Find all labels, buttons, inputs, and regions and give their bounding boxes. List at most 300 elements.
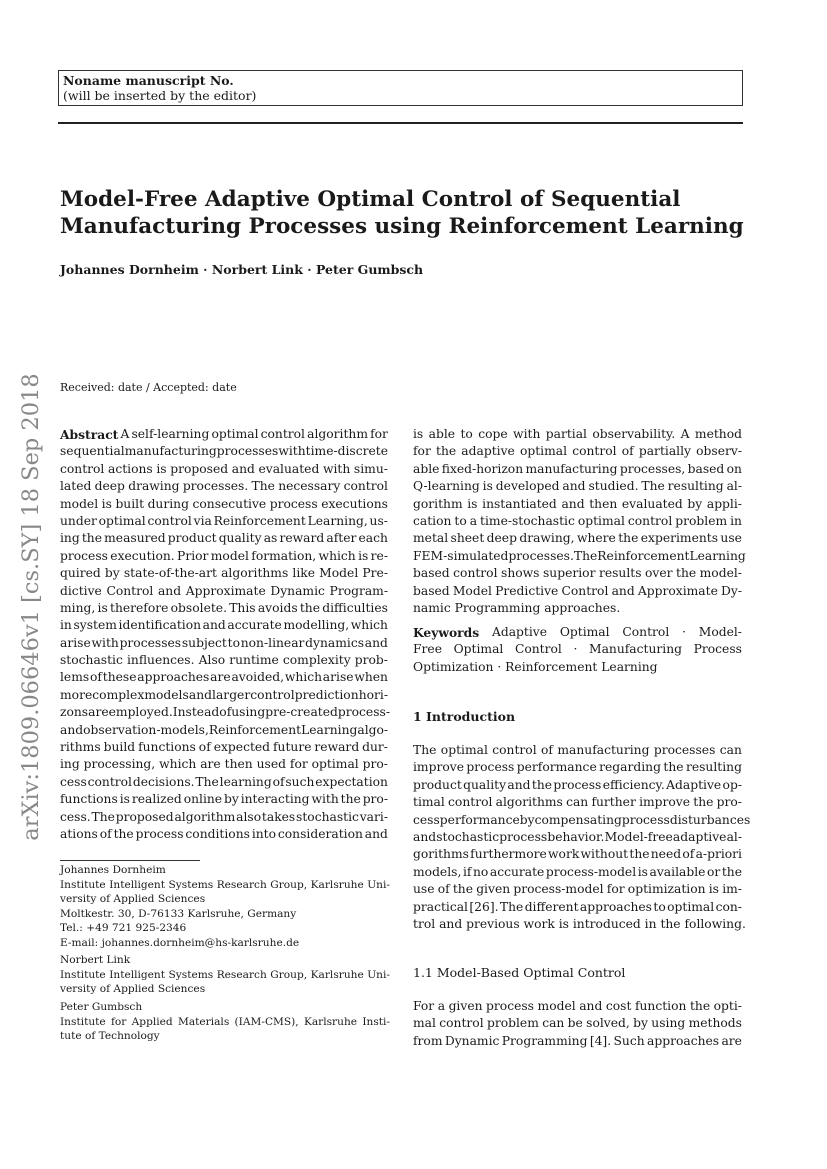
word: algorithm: [174, 809, 236, 824]
word: process: [60, 548, 108, 563]
word: then: [589, 496, 618, 511]
body-line: [413, 777, 742, 794]
word: algorithms: [495, 795, 563, 810]
affiliation-link: [60, 953, 390, 997]
word: by: [633, 1016, 648, 1031]
abstract-line: [413, 443, 742, 460]
word: avoids: [257, 600, 298, 615]
arxiv-sidebar: [16, 366, 46, 848]
manuscript-number-box: [58, 70, 743, 106]
word: time-discrete: [305, 444, 388, 459]
word: A: [120, 427, 130, 441]
word: For: [413, 999, 435, 1013]
word: furthermore: [470, 847, 547, 862]
word: optimal: [577, 513, 625, 528]
word: accurate: [489, 864, 545, 879]
abstract-line: [60, 722, 388, 739]
word: complex: [92, 687, 145, 702]
abstract-line: [413, 496, 742, 513]
word: solved,: [586, 1016, 630, 1031]
abstract-line: [60, 565, 388, 582]
word: from: [413, 1033, 443, 1048]
word: reward: [279, 531, 325, 546]
word: ing: [60, 531, 80, 546]
word: with: [322, 461, 351, 476]
word: Systems: [168, 968, 214, 981]
affiliation-line: [60, 878, 390, 893]
word: and: [364, 635, 388, 650]
word: of: [682, 847, 695, 862]
word: Also: [198, 653, 226, 668]
word: no: [472, 864, 489, 879]
word: these: [102, 670, 137, 685]
word: Pre-: [362, 566, 388, 581]
abstract-line: [413, 565, 742, 582]
word: is: [482, 479, 493, 494]
word: process-model: [513, 882, 604, 897]
body-line: [413, 881, 742, 898]
word: optimization: [627, 882, 706, 897]
word: evaluated: [621, 496, 683, 511]
affiliation-email: E-mail: johannes.dornheim@hs-karlsruhe.de: [60, 936, 300, 949]
word: for: [413, 444, 431, 459]
word: Research: [216, 878, 267, 891]
word: control: [260, 427, 305, 441]
body-line: [413, 846, 742, 863]
word: able: [428, 427, 456, 441]
word: execution.: [110, 548, 175, 563]
word: A: [680, 427, 690, 441]
affiliation-dornheim: [60, 863, 390, 951]
body-line: [413, 899, 742, 916]
word: prob-: [354, 653, 388, 668]
word: control: [627, 513, 673, 528]
word: decisions.: [132, 774, 195, 789]
word: on: [726, 461, 742, 476]
word: process: [135, 826, 184, 841]
body-line: [413, 812, 751, 829]
word: more: [60, 687, 93, 702]
word: process: [553, 777, 602, 792]
affiliation-line: versity of Applied Sciences: [60, 893, 206, 906]
word: [26].: [469, 899, 499, 914]
word: is: [97, 600, 108, 615]
word: a: [469, 513, 478, 528]
word: model: [60, 496, 99, 511]
word: hori-: [358, 687, 388, 702]
word: be: [567, 1016, 583, 1031]
word: process: [486, 999, 534, 1013]
word: Optimal: [453, 642, 504, 657]
word: process: [466, 760, 515, 775]
affiliation-line: Peter Gumbsch: [60, 1001, 143, 1013]
word: resulting: [667, 479, 724, 494]
word: opti-: [713, 999, 742, 1013]
word: resulting: [685, 760, 742, 775]
word: the: [618, 531, 639, 546]
word: lems: [60, 670, 90, 685]
word: problem: [486, 1016, 539, 1031]
word: Approximate: [637, 583, 718, 598]
word: Institute: [60, 878, 106, 891]
word: is: [467, 496, 478, 511]
word: cess: [413, 812, 440, 827]
word: for: [289, 757, 308, 772]
abstract-line: [413, 530, 742, 547]
word: observ-: [696, 444, 742, 459]
word: then: [224, 757, 253, 772]
word: consecutive: [192, 496, 267, 511]
model-based-paragraph: [413, 998, 742, 1050]
word: Model-free: [604, 829, 673, 844]
word: of: [219, 705, 232, 720]
word: the: [531, 777, 553, 792]
word: need: [650, 847, 682, 862]
word: complexity: [282, 653, 351, 668]
word: algo-: [357, 722, 389, 737]
word: online: [183, 792, 223, 807]
word: drawing: [128, 479, 180, 494]
word: quality: [218, 531, 262, 546]
word: is: [156, 461, 167, 476]
word: of: [89, 670, 102, 685]
word: identification: [118, 618, 202, 633]
word: if: [462, 864, 472, 879]
word: im-: [722, 882, 742, 897]
word: under: [60, 513, 97, 528]
word: quired: [60, 566, 101, 581]
word: with: [91, 635, 119, 650]
word: Reinforcement: [213, 513, 306, 528]
word: Model-: [698, 625, 742, 639]
word: Control: [622, 625, 670, 639]
word: partially: [638, 444, 691, 459]
word: learning: [219, 774, 272, 789]
word: The: [91, 809, 115, 824]
body-line: trol and previous work is introduced in the following.: [413, 916, 746, 931]
word: quality: [463, 777, 507, 792]
word: methods: [688, 1016, 742, 1031]
word: processing,: [83, 757, 156, 772]
affiliation-line: [60, 968, 390, 983]
word: models,: [413, 864, 462, 879]
word: The: [499, 899, 524, 914]
word: is: [101, 496, 112, 511]
word: Instead: [172, 705, 220, 720]
word: rithms: [60, 740, 101, 755]
word: pro-: [716, 795, 742, 810]
abstract-label: Abstract: [60, 427, 119, 442]
word: build: [103, 740, 136, 755]
word: able: [413, 461, 440, 476]
body-line: [413, 1033, 742, 1050]
word: consideration: [277, 826, 363, 841]
abstract-line: [60, 443, 388, 460]
word: used: [256, 757, 286, 772]
word: algorithms: [221, 566, 289, 581]
word: Such: [613, 1033, 645, 1048]
body-line: [413, 759, 742, 776]
word: algorithm: [307, 427, 368, 441]
word: Q-learning: [413, 479, 480, 494]
word: executions: [321, 496, 388, 511]
word: subject: [181, 635, 227, 650]
introduction-paragraph: [413, 742, 751, 933]
word: pre-created: [265, 705, 338, 720]
word: based: [413, 583, 450, 598]
word: where: [576, 531, 616, 546]
word: to: [653, 899, 666, 914]
word: are: [721, 1033, 742, 1048]
abstract-line: [60, 791, 388, 808]
word: product: [167, 531, 217, 546]
word: of: [621, 444, 634, 459]
word: arise: [322, 670, 354, 685]
word: processes: [653, 743, 716, 757]
word: partial: [545, 427, 587, 441]
word: by: [519, 812, 535, 827]
word: Optimal: [559, 625, 610, 639]
word: al-: [726, 829, 742, 844]
word: therefore: [110, 600, 169, 615]
word: regarding: [599, 760, 661, 775]
abstract-line: [60, 617, 388, 634]
abstract-line: namic Programming approaches.: [413, 600, 621, 615]
word: ations: [60, 826, 98, 841]
word: dictive: [60, 583, 102, 598]
word: Group,: [270, 878, 308, 891]
word: processes: [119, 635, 182, 650]
word: into: [251, 826, 277, 841]
word: Free: [413, 642, 442, 657]
abstract-right-column: [413, 426, 746, 617]
word: gorithms: [413, 847, 469, 862]
word: Karlsruhe: [310, 878, 364, 891]
abstract-line: [60, 583, 388, 600]
word: using: [231, 705, 266, 720]
word: Intelligent: [109, 878, 166, 891]
word: given: [476, 882, 511, 897]
word: Control: [106, 583, 154, 598]
keywords-line: [413, 624, 742, 641]
word: shows: [501, 566, 540, 581]
word: use: [720, 531, 742, 546]
header-rule: [58, 122, 743, 124]
word: ·: [573, 642, 578, 657]
word: and: [157, 583, 182, 598]
word: the: [299, 600, 320, 615]
abstract-line: [413, 426, 742, 443]
word: conditions: [185, 826, 250, 841]
word: practical: [413, 899, 468, 914]
word: for: [110, 1015, 127, 1028]
word: functions: [138, 740, 196, 755]
abstract-line: [60, 496, 388, 513]
word: time-stochastic: [480, 513, 575, 528]
word: also: [236, 809, 262, 824]
abstract-line: [60, 635, 388, 652]
abstract-line: [60, 461, 388, 478]
word: process: [269, 496, 318, 511]
affiliation-line: Moltkestr. 30, D-76133 Karlsruhe, Germany: [60, 907, 297, 920]
word: studied.: [588, 479, 639, 494]
word: ·: [682, 625, 686, 639]
word: The: [195, 774, 219, 789]
word: functions: [60, 792, 118, 807]
word: Learning: [301, 722, 358, 737]
word: of: [541, 743, 553, 757]
word: Dy-: [721, 583, 742, 598]
word: process-model: [545, 864, 637, 879]
word: Programming: [501, 1033, 588, 1048]
word: expectation: [315, 774, 388, 789]
word: disturbances: [669, 812, 751, 827]
word: optimal: [440, 743, 488, 757]
abstract-line: [60, 600, 388, 617]
word: con-: [715, 899, 742, 914]
word: processes,: [619, 461, 686, 476]
word: and: [611, 583, 635, 598]
word: over: [645, 566, 673, 581]
abstract-line: [60, 530, 388, 547]
word: (IAM-CMS),: [234, 1015, 299, 1028]
affiliation-line: Tel.: +49 721 925-2346: [60, 922, 187, 935]
word: of: [272, 774, 285, 789]
word: developed: [495, 479, 560, 494]
word: zons: [60, 705, 89, 720]
section-heading-introduction: 1 Introduction: [413, 709, 516, 724]
word: cess.: [60, 809, 91, 824]
word: control: [492, 743, 537, 757]
word: like: [292, 566, 316, 581]
word: [4].: [589, 1033, 612, 1048]
word: and: [202, 618, 226, 633]
word: dur-: [362, 740, 388, 755]
word: adaptive: [672, 829, 727, 844]
abstract-line: [413, 513, 742, 530]
word: The: [641, 479, 665, 494]
word: proposed: [115, 809, 174, 824]
word: metal: [413, 531, 449, 546]
word: manufacturing: [557, 743, 650, 757]
word: simu-: [353, 461, 388, 476]
body-line: [413, 864, 742, 881]
word: the: [113, 826, 134, 841]
word: cation: [413, 513, 452, 528]
word: expected: [213, 740, 271, 755]
word: of: [198, 740, 211, 755]
word: fixed-horizon: [441, 461, 524, 476]
affiliation-line: versity of Applied Sciences: [60, 983, 206, 996]
abstract-left-column: [60, 426, 388, 843]
word: Insti-: [362, 1015, 390, 1028]
word: as: [263, 531, 278, 546]
word: models: [144, 687, 189, 702]
word: control: [147, 513, 192, 528]
word: and: [364, 826, 388, 841]
word: stochastic: [296, 809, 359, 824]
word: stochastic: [60, 653, 123, 668]
word: are: [88, 705, 109, 720]
word: is: [358, 548, 369, 563]
word: and: [507, 777, 531, 792]
word: Approximate: [185, 583, 266, 598]
word: Uni-: [367, 968, 390, 981]
word: lated: [60, 479, 92, 494]
abstract-line: [60, 756, 388, 773]
word: superior: [542, 566, 596, 581]
word: processes.: [508, 548, 574, 563]
word: are: [200, 757, 221, 772]
word: Institute: [60, 1015, 106, 1028]
word: are: [210, 670, 231, 685]
abstract-line: [60, 669, 388, 686]
word: Karlsruhe: [303, 1015, 358, 1028]
word: Adaptive: [491, 625, 548, 639]
word: by: [104, 566, 120, 581]
word: Systems: [168, 878, 214, 891]
keywords-label: Keywords: [413, 625, 480, 640]
word: Research: [216, 968, 267, 981]
word: function: [634, 999, 687, 1013]
word: performance: [516, 760, 597, 775]
word: Process: [693, 642, 742, 657]
word: control: [453, 566, 498, 581]
word: is: [413, 427, 424, 441]
word: approaches: [579, 899, 652, 914]
word: and: [561, 496, 585, 511]
word: ming,: [60, 600, 96, 615]
word: by: [687, 496, 703, 511]
word: vari-: [359, 809, 388, 824]
word: and: [60, 722, 84, 737]
word: after: [326, 531, 357, 546]
word: processes: [216, 444, 279, 459]
word: Karlsruhe: [310, 968, 364, 981]
word: control: [60, 461, 105, 476]
arxiv-identifier: arXiv:1809.06646v1 [cs.SY] 18 Sep 2018: [18, 373, 44, 841]
word: use: [413, 882, 435, 897]
word: observation-models,: [83, 722, 209, 737]
word: is: [637, 864, 648, 879]
word: which: [350, 618, 388, 633]
word: interacting: [240, 792, 310, 807]
word: and: [579, 999, 603, 1013]
word: with: [513, 427, 541, 441]
word: can: [566, 795, 589, 810]
abstract-line: [60, 739, 388, 756]
word: Learning,: [307, 513, 368, 528]
word: This: [229, 600, 256, 615]
abstract-line: [413, 478, 742, 495]
word: optimal: [667, 899, 715, 914]
word: arise: [60, 635, 91, 650]
word: via: [193, 513, 212, 528]
word: prediction: [294, 687, 359, 702]
author-list: Johannes Dornheim · Norbert Link · Peter Gumbsch: [60, 262, 424, 277]
word: by: [223, 792, 239, 807]
abstract-line: [413, 548, 746, 565]
word: ing: [60, 757, 80, 772]
word: dynamics: [305, 635, 365, 650]
word: compensating: [534, 812, 622, 827]
word: experiments: [640, 531, 719, 546]
abstract-line: [60, 426, 388, 443]
word: control: [448, 795, 493, 810]
word: non-linear: [240, 635, 305, 650]
word: The: [251, 479, 275, 494]
word: mal: [413, 1016, 436, 1031]
